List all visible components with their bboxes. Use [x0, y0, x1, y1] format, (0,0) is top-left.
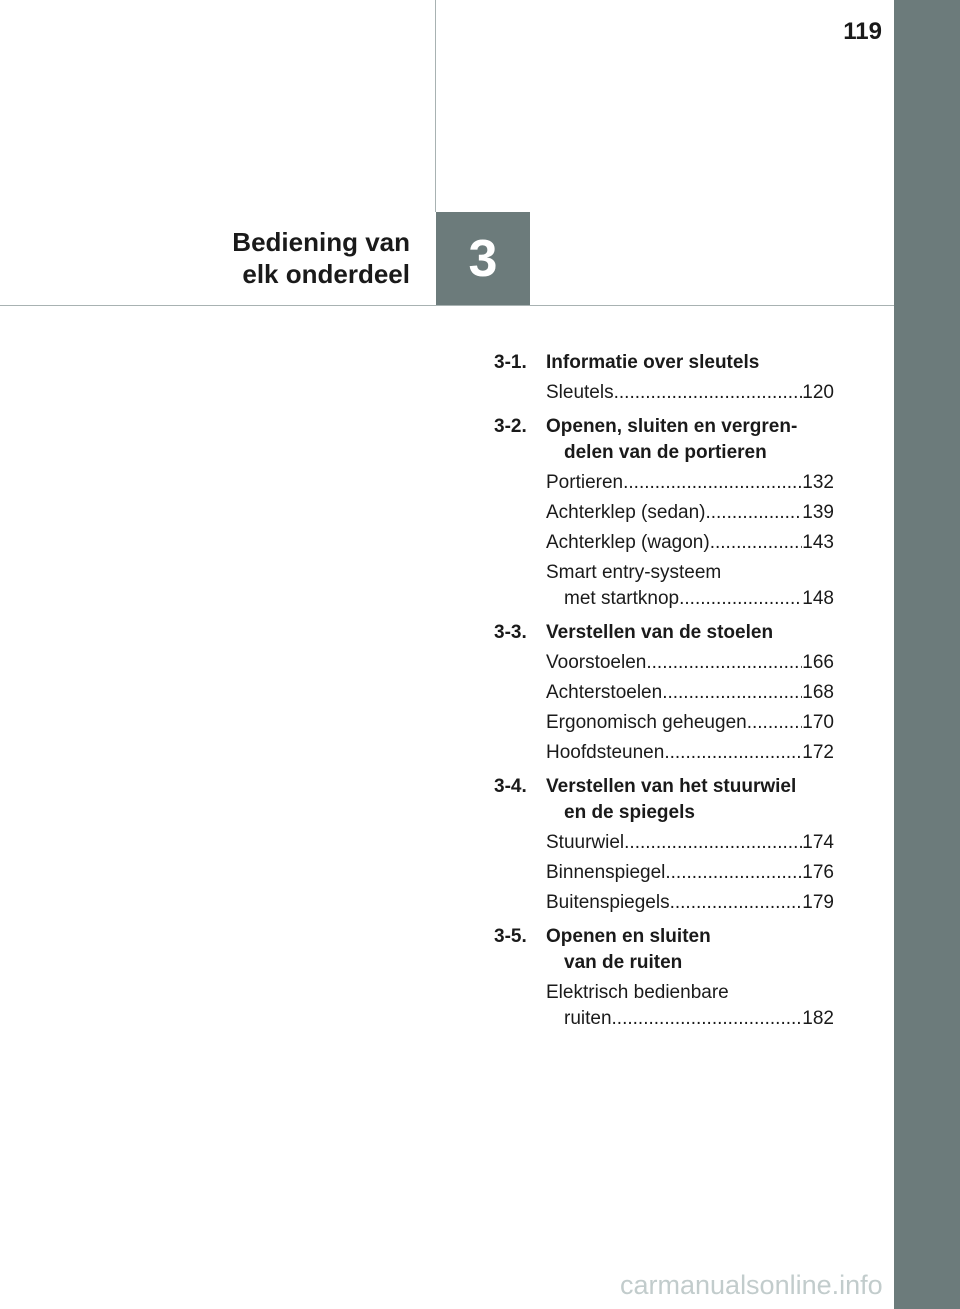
entry-page-number: 166 — [802, 652, 834, 673]
section-title — [546, 350, 759, 376]
section-heading[interactable] — [494, 620, 834, 646]
entry-line — [546, 830, 834, 856]
entry-page-number: 168 — [802, 682, 834, 703]
entry-label: Achterstoelen — [546, 682, 663, 703]
entry-label: Smart entry-systeem — [546, 562, 722, 583]
table-of-contents — [494, 350, 834, 1040]
toc-entry[interactable] — [494, 680, 834, 706]
entry-line — [546, 586, 834, 612]
toc-section — [494, 350, 834, 406]
horizontal-divider — [0, 305, 894, 306]
dot-leader — [612, 1006, 803, 1032]
dot-leader — [623, 470, 802, 496]
entry-page-number: 174 — [802, 832, 834, 853]
section-title-line: en de spiegels — [564, 802, 695, 823]
section-number: 3-1. — [494, 352, 527, 373]
section-heading[interactable] — [494, 350, 834, 376]
section-number: 3-2. — [494, 416, 527, 437]
entry-line — [546, 470, 834, 496]
section-title — [546, 620, 773, 646]
section-heading[interactable] — [494, 414, 834, 466]
entry-label: Binnenspiegel — [546, 862, 666, 883]
entry-page-number: 179 — [802, 892, 834, 913]
page-number: 119 — [843, 18, 882, 45]
entry-page-number: 143 — [802, 532, 834, 553]
dot-leader — [679, 586, 802, 612]
dot-leader — [664, 740, 802, 766]
vertical-divider — [435, 0, 436, 212]
entry-line — [546, 530, 834, 556]
chapter-title — [232, 226, 410, 290]
entry-label: Sleutels — [546, 382, 614, 403]
entry-line — [546, 380, 834, 406]
entry-label: Buitenspiegels — [546, 892, 670, 913]
entry-label: Achterklep (wagon) — [546, 532, 710, 553]
dot-leader — [747, 710, 803, 736]
toc-entry[interactable] — [494, 530, 834, 556]
dot-leader — [670, 890, 803, 916]
entry-label: met startknop — [564, 588, 680, 609]
entry-label: Stuurwiel — [546, 832, 625, 853]
entry-label: Portieren — [546, 472, 624, 493]
toc-entry[interactable] — [494, 470, 834, 496]
section-heading[interactable] — [494, 924, 834, 976]
dot-leader — [646, 650, 802, 676]
section-title-line: Verstellen van het stuurwiel — [546, 776, 797, 797]
toc-entry[interactable] — [494, 830, 834, 856]
toc-entry[interactable] — [494, 560, 834, 612]
entry-line — [546, 890, 834, 916]
toc-section — [494, 774, 834, 916]
entry-label: Voorstoelen — [546, 652, 647, 673]
toc-entry[interactable] — [494, 500, 834, 526]
section-number: 3-5. — [494, 926, 527, 947]
entry-line — [546, 650, 834, 676]
entry-page-number: 172 — [802, 742, 834, 763]
entry-label: Achterklep (sedan) — [546, 502, 706, 523]
entry-line — [546, 980, 834, 1006]
dot-leader — [705, 500, 802, 526]
entry-page-number: 132 — [802, 472, 834, 493]
entry-line — [546, 710, 834, 736]
entry-line — [546, 860, 834, 886]
entry-line — [546, 680, 834, 706]
toc-section — [494, 620, 834, 766]
entry-page-number: 139 — [802, 502, 834, 523]
chapter-title-line: elk onderdeel — [242, 259, 410, 289]
toc-entry[interactable] — [494, 380, 834, 406]
section-number: 3-4. — [494, 776, 527, 797]
toc-entry[interactable] — [494, 860, 834, 886]
section-title-line: Openen en sluiten — [546, 926, 711, 947]
entry-label: Elektrisch bedienbare — [546, 982, 729, 1003]
entry-page-number: 176 — [802, 862, 834, 883]
section-title-line: delen van de portieren — [564, 442, 767, 463]
dot-leader — [710, 530, 803, 556]
entry-page-number: 182 — [802, 1008, 834, 1029]
entry-line — [546, 560, 834, 586]
chapter-number: 3 — [468, 229, 498, 288]
section-heading[interactable] — [494, 774, 834, 826]
entry-line — [546, 500, 834, 526]
section-title-line: van de ruiten — [564, 952, 683, 973]
entry-page-number: 170 — [802, 712, 834, 733]
dot-leader — [662, 680, 802, 706]
section-title — [546, 414, 797, 466]
watermark: carmanualsonline.info — [620, 1270, 883, 1300]
entry-page-number: 148 — [802, 588, 834, 609]
toc-section — [494, 924, 834, 1032]
toc-section — [494, 414, 834, 612]
entry-page-number: 120 — [802, 382, 834, 403]
chapter-side-tab — [894, 0, 960, 1309]
entry-label: ruiten — [564, 1008, 612, 1029]
toc-entry[interactable] — [494, 980, 834, 1032]
toc-entry[interactable] — [494, 890, 834, 916]
section-title-line: Verstellen van de stoelen — [546, 622, 774, 643]
entry-line — [546, 1006, 834, 1032]
toc-entry[interactable] — [494, 710, 834, 736]
toc-entry[interactable] — [494, 740, 834, 766]
section-number: 3-3. — [494, 622, 527, 643]
dot-leader — [665, 860, 802, 886]
chapter-title-line: Bediening van — [232, 227, 410, 257]
section-title — [546, 924, 711, 976]
toc-entry[interactable] — [494, 650, 834, 676]
dot-leader — [614, 380, 803, 406]
section-title — [546, 774, 796, 826]
section-title-line: Informatie over sleutels — [546, 352, 760, 373]
section-title-line: Openen, sluiten en vergren- — [546, 416, 798, 437]
entry-label: Hoofdsteunen — [546, 742, 665, 763]
dot-leader — [624, 830, 802, 856]
chapter-number-box — [436, 212, 530, 305]
entry-label: Ergonomisch geheugen — [546, 712, 747, 733]
entry-line — [546, 740, 834, 766]
